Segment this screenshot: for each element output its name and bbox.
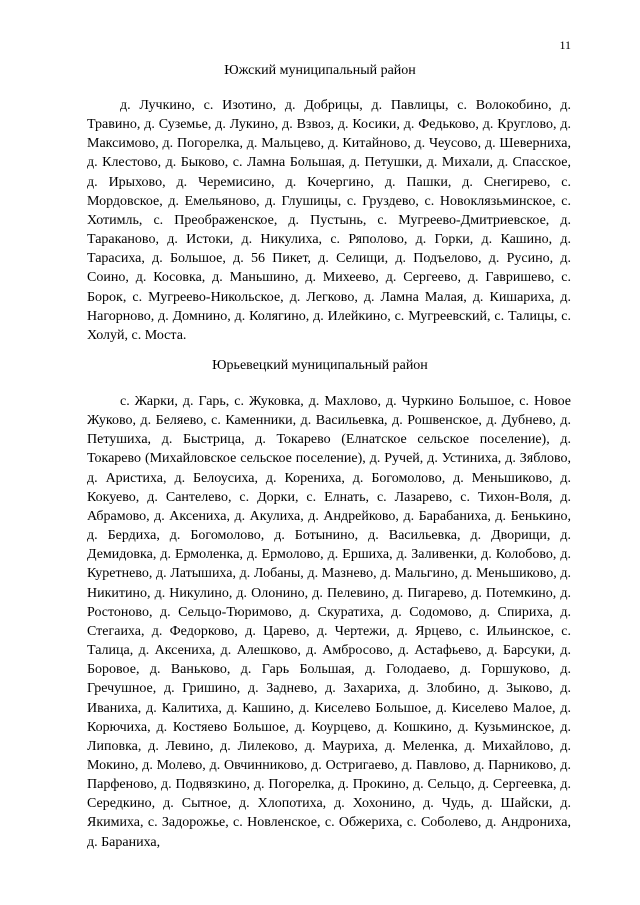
settlement-list-yuzhsky: д. Лучкино, с. Изотино, д. Добрицы, д. Павлицы, с. Волокобино, д. Травино, д. Суземье, д. Лукино, д. Взвоз, д. Косики, д. Федьково, д. Круглово, д. Максимово, д. Погорелка, д. Мальцево, д. Китайново, д. Чеусово, д. Шеверниха, д. Клестово, д. Быково, с. Ламна Большая, д. Петушки, д. Михали, д. Спасское, д. Ирыхово, д. Черемисино, д. Кочергино, д. Пашки, д. Снегирево, с. Мордовское, д. Емельяново, д. Глушицы, с. Груздево, с. Новоклязьминское, с. Хотимль, с. Преображенское, д. Пустынь, с. Мугреево-Дмитриевское, д. Тараканово, д. Истоки, д. Никулиха, с. Ряполово, д. Горки, д. Кашино, д. Тарасиха, д. Большое, д. 56 Пикет, д. Селищи, д. Подъелово, д. Русино, д. Соино, д. Косовка, д. Маньшино, д. Михеево, д. Сергеево, д. Гавришево, с. Борок, с. Мугреево-Никольское, д. Легково, д. Ламна Малая, д. Кишариха, д. Нагорново, д. Домнино, д. Колягино, д. Илейкино, с. Мугреевский, с. Талицы, с. Холуй, с. Моста. (87, 98, 571, 343)
page-number: 11 (559, 38, 571, 52)
settlement-list-yuryevetsky: с. Жарки, д. Гарь, с. Жуковка, д. Махлово, д. Чуркино Большое, с. Новое Жуково, д. Беляево, с. Каменники, д. Васильевка, д. Рошвенское, д. Дубнево, д. Петушиха, д. Быстрица, д. Токарево (Елнатское сельское поселение), д. Токарево (Михайловское сельское поселение), д. Ручей, д. Устиниха, д. Зяблово, д. Аристиха, д. Белоусиха, д. Корениха, д. Богомолово, д. Меньшиково, д. Кокуево, д. Сантелево, с. Дорки, с. Елнать, с. Лазарево, с. Тихон-Воля, д. Абрамово, д. Аксениха, д. Акулиха, д. Андрейково, д. Барабаниха, д. Бенькино, д. Бердиха, д. Богомолово, д. Ботынино, д. Васильевка, д. Дворищи, д. Демидовка, д. Ермоленка, д. Ермолово, д. Ершиха, д. Заливенки, д. Колобово, д. Куретнево, д. Латышиха, д. Лобаны, д. Мазнево, д. Мальгино, д. Меньшиково, д. Никитино, д. Никулино, д. Олонино, д. Пелевино, д. Пигарево, д. Потемкино, д. Ростоново, д. Сельцо-Тюримово, д. Скуратиха, д. Содомово, д. Спириха, д. Стегаиха, д. Федорково, д. Царево, д. Чертежи, д. Ярцево, с. Ильинское, с. Талица, д. Аксениха, д. Алешково, д. Амбросово, д. Астафьево, д. Барсуки, д. Боровое, д. Ваньково, д. Гарь Большая, д. Голодаево, д. Горшуково, д. Гречушное, д. Гришино, д. Заднево, д. Захариха, д. Злобино, д. Зыково, д. Иваниха, д. Калитиха, д. Кашино, д. Киселево Большое, д. Киселево Малое, д. Корючиха, д. Костяево Большое, д. Коурцево, д. Кошкино, д. Кузьминское, д. Липовка, д. Левино, д. Лилеково, д. Мауриха, д. Меленка, д. Михайлово, д. Мокино, д. Молево, д. Овчинниково, д. Остригаево, д. Павлово, д. Парниково, д. Парфеново, д. Подвязкино, д. Погорелка, д. Прокино, д. Сельцо, д. Сергеевка, д. Середкино, д. Сытное, д. Хлопотиха, д. Хохонино, д. Чудь, д. Шайски, д. Якимиха, с. Задорожье, с. Новленское, с. Обжериха, с. Соболево, д. Андрониха, д. Бараниха, (87, 394, 571, 850)
section-title-yuzhsky: Южский муниципальный район (224, 63, 416, 78)
section-title-yuryevetsky: Юрьевецкий муниципальный район (212, 358, 428, 373)
